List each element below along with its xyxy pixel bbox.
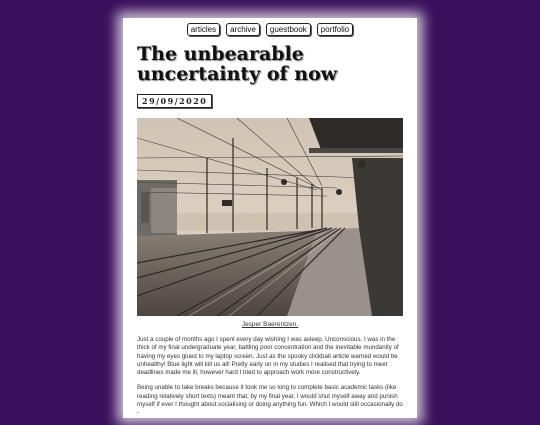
article-page	[123, 18, 417, 418]
nav-articles-link[interactable]: articles	[187, 23, 220, 36]
article-body	[137, 336, 405, 425]
page-title: The unbearable uncertainty of now	[137, 43, 338, 85]
nav-portfolio-link[interactable]: portfolio	[317, 23, 353, 36]
post-date: 29/09/2020	[137, 94, 212, 108]
nav-guestbook-link[interactable]: guestbook	[266, 23, 311, 36]
train-station-photo	[137, 118, 403, 316]
image-caption-link[interactable]: Jesper Baerentzen.	[241, 321, 299, 328]
paragraph-2: Being unable to take breaks because it took me so long to complete basic academic tasks (like reading relatively short texts) meant that, by my final year, I would shut myself away and punish myself if ever I thought about socialising or doing anything fun. Which I would still occasionally do -	[137, 384, 403, 417]
nav-archive-link[interactable]: archive	[226, 23, 260, 36]
paragraph-1: Just a couple of months ago I spent every day wishing I was asleep. Unconscious. I was in the thick of my final undergraduate year, battling poor concentration and the inevitable mundanity of having my eyes glued to my laptop screen. Just as the spooky clickbait article warned would be unhealthy! Blue light will kill us all! Pretty early on in my studies I realised that trying to meet deadlines made me ill, however hard I tried to approach work more constructively.	[137, 336, 399, 377]
top-nav	[123, 23, 417, 36]
